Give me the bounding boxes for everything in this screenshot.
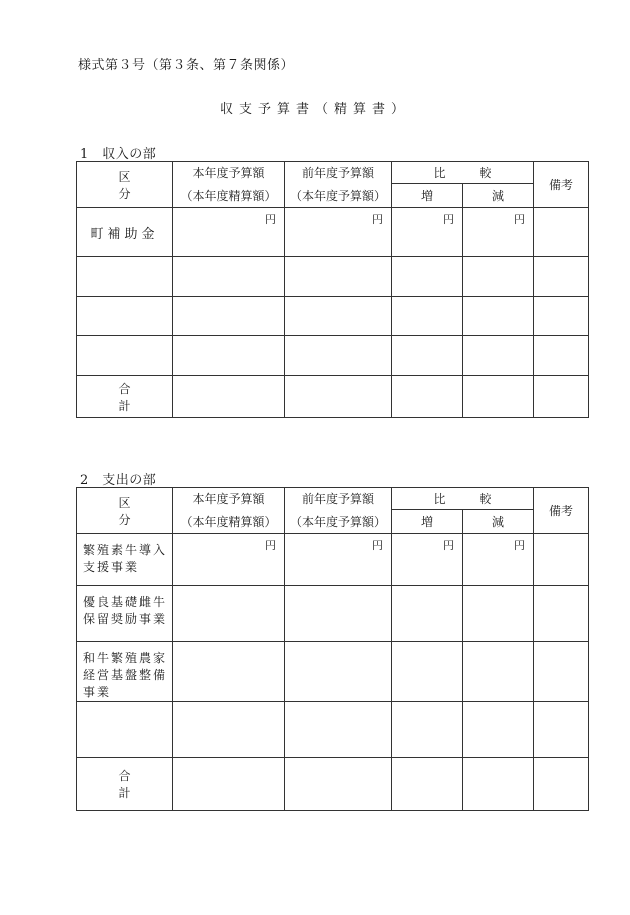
- cell: [392, 702, 463, 758]
- decrease-header: 減: [463, 184, 534, 208]
- table-row: [77, 586, 589, 642]
- total-row: [77, 758, 589, 811]
- expense-total-label: 合 計: [77, 758, 173, 811]
- cell: [534, 702, 589, 758]
- cell: [534, 336, 589, 376]
- unit-label: 円: [392, 208, 463, 257]
- income-table: [76, 161, 589, 418]
- total-row: [77, 376, 589, 418]
- expense-item: 優良基礎雌牛保留奨励事業: [77, 586, 173, 642]
- table-row: [77, 702, 589, 758]
- cell: [463, 336, 534, 376]
- cell: [285, 297, 392, 336]
- expense-item: 繁殖素牛導入支援事業: [77, 534, 173, 586]
- cell: [285, 702, 392, 758]
- category-header: 区 分: [77, 162, 173, 208]
- current-budget-header: 本年度予算額: [173, 488, 285, 510]
- expense-item: [77, 702, 173, 758]
- cell: [173, 336, 285, 376]
- unit-label: 円: [285, 208, 392, 257]
- table-row: [77, 534, 589, 586]
- increase-header: 増: [392, 510, 463, 534]
- cell: [173, 257, 285, 297]
- cell: [534, 642, 589, 702]
- cell: [173, 758, 285, 811]
- income-item: [77, 257, 173, 297]
- cell: [285, 257, 392, 297]
- cell: [392, 336, 463, 376]
- cell: [173, 297, 285, 336]
- cell: [534, 586, 589, 642]
- current-budget-header: 本年度予算額: [173, 162, 285, 184]
- cell: [173, 702, 285, 758]
- cell: [285, 376, 392, 418]
- cell: [534, 297, 589, 336]
- unit-label: 円: [173, 534, 285, 586]
- table-row: [77, 208, 589, 257]
- cell: [463, 376, 534, 418]
- remarks-header: 備考: [534, 488, 589, 534]
- cell: [173, 642, 285, 702]
- expense-section-title: 2 支出の部: [80, 473, 157, 488]
- cell: [392, 642, 463, 702]
- current-settlement-header: （本年度精算額）: [173, 510, 285, 534]
- cell: [285, 336, 392, 376]
- income-item: [77, 336, 173, 376]
- cell: [173, 376, 285, 418]
- expense-item: 和牛繁殖農家経営基盤整備事業: [77, 642, 173, 702]
- unit-label: 円: [463, 208, 534, 257]
- cell: [173, 586, 285, 642]
- cell: [392, 376, 463, 418]
- unit-label: 円: [392, 534, 463, 586]
- cell: [285, 642, 392, 702]
- cell: [392, 297, 463, 336]
- table-row: [77, 642, 589, 702]
- cell: [463, 297, 534, 336]
- current-settlement-header: （本年度精算額）: [173, 184, 285, 208]
- unit-label: 円: [463, 534, 534, 586]
- category-header: 区 分: [77, 488, 173, 534]
- comparison-header: 比較: [392, 162, 534, 184]
- cell: [463, 702, 534, 758]
- expense-table: [76, 487, 589, 811]
- form-number: 様式第３号（第３条、第７条関係）: [78, 58, 295, 73]
- document-title: 収支予算書（精算書）: [219, 102, 410, 117]
- cell: [463, 257, 534, 297]
- remarks-header: 備考: [534, 162, 589, 208]
- cell: [463, 758, 534, 811]
- cell: [392, 586, 463, 642]
- increase-header: 増: [392, 184, 463, 208]
- decrease-header: 減: [463, 510, 534, 534]
- prev-budget-header: 前年度予算額: [285, 488, 392, 510]
- cell: [392, 257, 463, 297]
- cell: [463, 586, 534, 642]
- cell: [463, 642, 534, 702]
- cell: [534, 758, 589, 811]
- unit-label: 円: [173, 208, 285, 257]
- income-section-title: 1 収入の部: [80, 147, 157, 162]
- table-row: [77, 257, 589, 297]
- unit-label: 円: [285, 534, 392, 586]
- cell: [392, 758, 463, 811]
- cell: [534, 257, 589, 297]
- prev-budget-paren-header: （本年度予算額）: [285, 184, 392, 208]
- remarks-cell: [534, 534, 589, 586]
- income-item: [77, 297, 173, 336]
- cell: [285, 586, 392, 642]
- cell: [534, 376, 589, 418]
- comparison-header: 比較: [392, 488, 534, 510]
- prev-budget-header: 前年度予算額: [285, 162, 392, 184]
- income-total-label: 合 計: [77, 376, 173, 418]
- table-row: [77, 297, 589, 336]
- table-row: [77, 336, 589, 376]
- income-item: 町補助金: [77, 208, 173, 257]
- remarks-cell: [534, 208, 589, 257]
- cell: [285, 758, 392, 811]
- prev-budget-paren-header: （本年度予算額）: [285, 510, 392, 534]
